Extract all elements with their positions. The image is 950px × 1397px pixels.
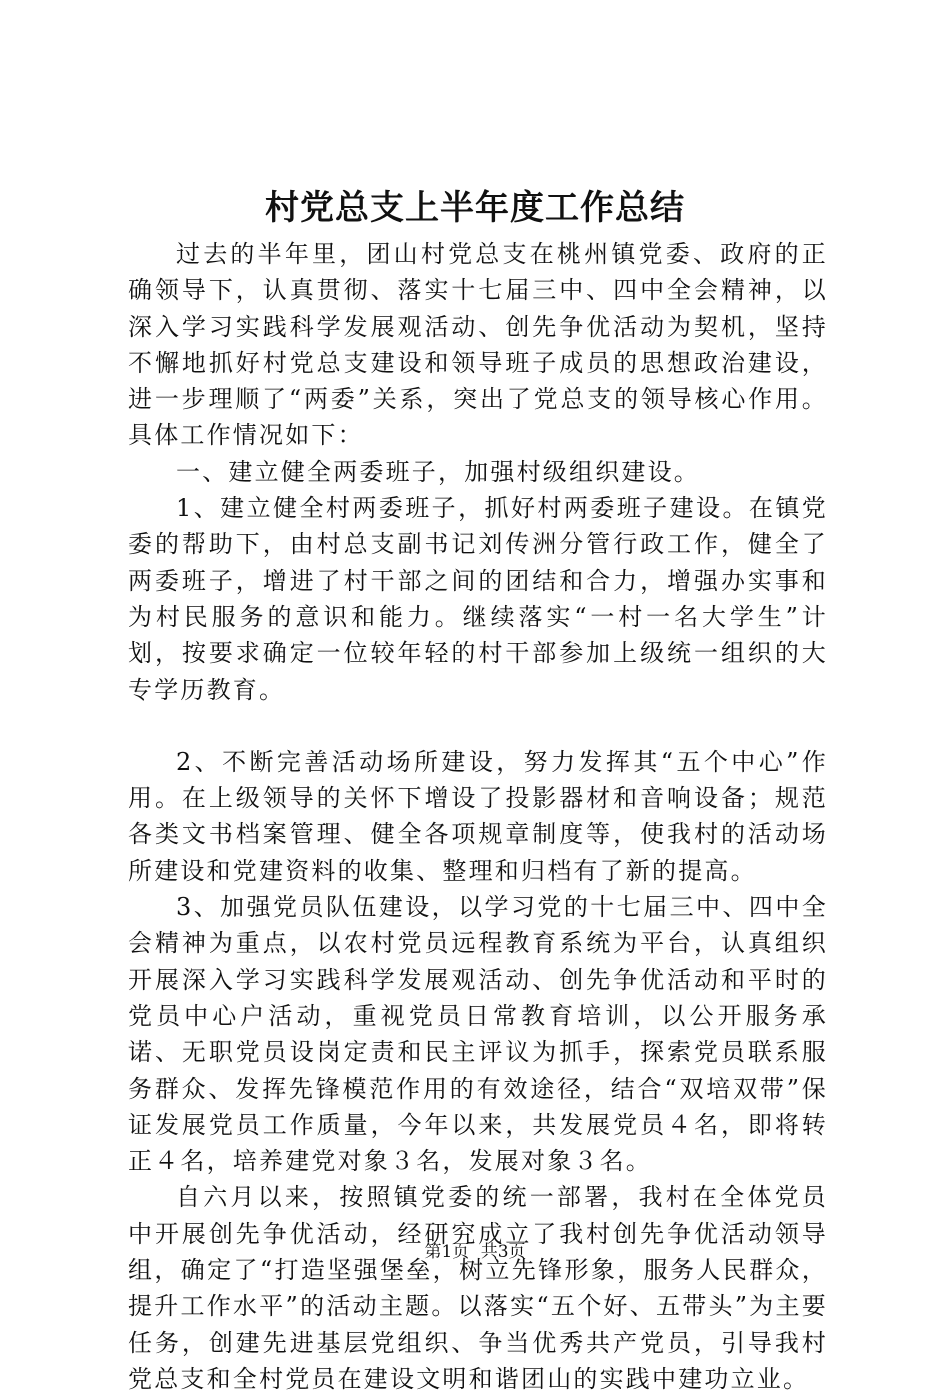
page-number-current: 第1页 <box>424 1242 470 1262</box>
paragraph-item-1: 1、建立健全村两委班子，抓好村两委班子建设。在镇党委的帮助下，由村总支副书记刘传洲分管行政工作，健全了两委班子，增进了村干部之间的团结和合力，增强办实事和为村民服务的意识和能力。继续落实“一村一名大学生”计划，按要求确定一位较年轻的村干部参加上级统一组织的大专学历教育。 <box>128 494 828 704</box>
paragraph-item-2: 2、不断完善活动场所建设，努力发挥其“五个中心”作用。在上级领导的关怀下增设了投影器材和音响设备；规范各类文书档案管理、健全各项规章制度等，使我村的活动场所建设和党建资料的收集、整理和归档有了新的提高。 <box>128 747 828 885</box>
paragraph-intro: 过去的半年里，团山村党总支在桃州镇党委、政府的正确领导下，认真贯彻、落实十七届三中、四中全会精神，以深入学习实践科学发展观活动、创先争优活动为契机，坚持不懈地抓好村党总支建设和领导班子成员的思想政治建设，进一步理顺了“两委”关系，突出了党总支的领导核心作用。具体工作情况如下： <box>128 240 828 450</box>
section-heading-1: 一、建立健全两委班子，加强村级组织建设。 <box>176 457 700 486</box>
document-body <box>128 236 828 1397</box>
paragraph-item-3: 3、加强党员队伍建设，以学习党的十七届三中、四中全会精神为重点，以农村党员远程教育系统为平台，认真组织开展深入学习实践科学发展观活动、创先争优活动和平时的党员中心户活动，重视党员日常教育培训，以公开服务承诺、无职党员设岗定责和民主评议为抓手，探索党员联系服务群众、发挥先锋模范作用的有效途径，结合“双培双带”保证发展党员工作质量，今年以来，共发展党员４名，即将转正４名，培养建党对象３名，发展对象３名。 <box>128 893 828 1176</box>
page-footer <box>0 1240 950 1264</box>
page-number-total: 共3页 <box>480 1242 526 1262</box>
document-title: 村党总支上半年度工作总结 <box>265 188 685 228</box>
paragraph-activity: 自六月以来，按照镇党委的统一部署，我村在全体党员中开展创先争优活动，经研究成立了我村创先争优活动领导组，确定了“打造坚强堡垒，树立先锋形象，服务人民群众，提升工作水平”的活动主题。以落实“五个好、五带头”为主要任务，创建先进基层党组织、争当优秀共产党员，引导我村党总支和全村党员在建设文明和谐团山的实践中建功立业。 <box>128 1183 828 1393</box>
